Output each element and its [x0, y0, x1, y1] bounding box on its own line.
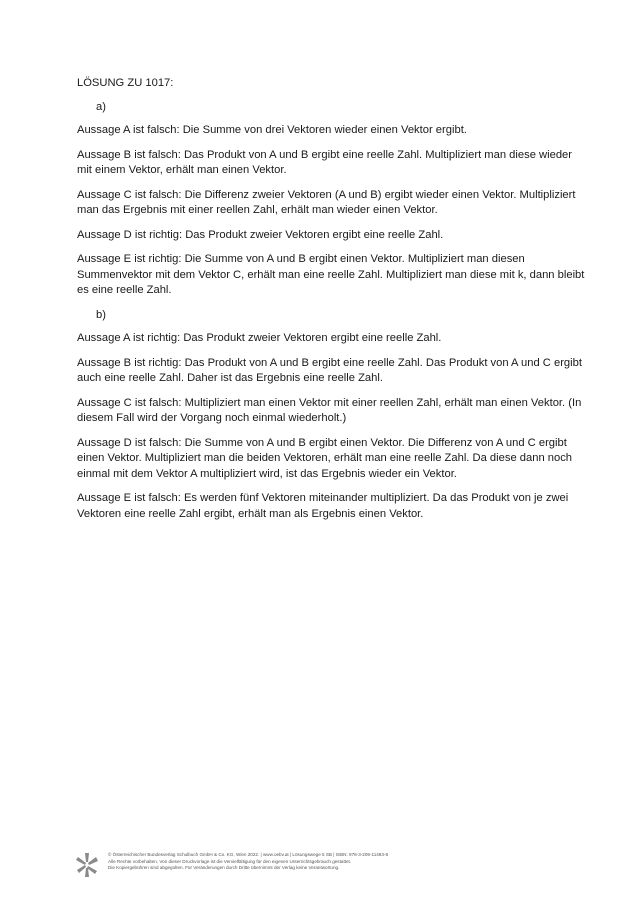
part-b-statement-d: Aussage D ist falsch: Die Summe von A und B ergibt einen Vektor. Die Differenz von A und C ergibt einen Vektor. Multipliziert man die beiden Vektoren, erhält man eine reelle Zahl. Da diese dann noch einmal mit dem Vektor A multipliziert wird, ist das Ergebnis wieder ein Vektor.	[77, 436, 573, 480]
solution-heading: LÖSUNG ZU 1017:	[77, 77, 174, 89]
part-a-statement-d: Aussage D ist richtig: Das Produkt zweier Vektoren ergibt eine reelle Zahl.	[77, 228, 444, 241]
footer-line-1: © Österreichischer Bundesverlag Schulbuch GmbH & Co. KG, Wien 2022. | www.oebv.at | Lösungswege 5 SB | ISBN: 978-3-209-11493-8	[108, 852, 389, 857]
part-b-statement-a: Aussage A ist richtig: Das Produkt zweier Vektoren ergibt eine reelle Zahl.	[77, 332, 442, 344]
page-footer	[76, 852, 596, 882]
part-b-label: b)	[96, 308, 106, 321]
solution-content	[77, 76, 589, 531]
part-a-statement-c: Aussage C ist falsch: Die Differenz zweier Vektoren (A und B) ergibt wieder einen Vektor. Multipliziert man das Ergebnis mit einer reellen Zahl, erhält man wieder einen Vektor.	[77, 188, 576, 216]
part-a-statement-a: Aussage A ist falsch: Die Summe von drei Vektoren wieder einen Vektor ergibt.	[77, 124, 467, 136]
publisher-logo-icon	[76, 853, 98, 877]
part-b-statement-e: Aussage E ist falsch: Es werden fünf Vektoren miteinander multipliziert. Da das Produkt von je zwei Vektoren eine reelle Zahl ergibt, erhält man als Ergebnis einen Vektor.	[77, 492, 569, 520]
part-a-statement-b: Aussage B ist falsch: Das Produkt von A und B ergibt eine reelle Zahl. Multipliziert man diese wieder mit einem Vektor, erhält man einen Vektor.	[77, 148, 572, 176]
part-b-statement-c: Aussage C ist falsch: Multipliziert man einen Vektor mit einer reellen Zahl, erhält man einen Vektor. (In diesem Fall wird der Vorgang noch einmal wiederholt.)	[77, 396, 582, 424]
part-b-statement-b: Aussage B ist richtig: Das Produkt von A und B ergibt eine reelle Zahl. Das Produkt von A und C ergibt auch eine reelle Zahl. Daher ist das Ergebnis eine reelle Zahl.	[77, 356, 582, 384]
footer-line-2: Alle Rechte vorbehalten. Von dieser Druckvorlage ist die Vervielfältigung für den eigenen Unterrichtsgebrauch gestattet.	[108, 858, 352, 864]
part-a-label: a)	[96, 100, 106, 113]
footer-line-3: Die Kopiergebühren sind abgegolten. Für Veränderungen durch Dritte übernimmt der Verlag keine Verantwortung.	[108, 865, 340, 871]
copyright-notice	[108, 852, 588, 872]
part-a-statement-e: Aussage E ist richtig: Die Summe von A und B ergibt einen Vektor. Multipliziert man diesen Summenvektor mit dem Vektor C, erhält man eine reelle Zahl. Multipliziert man diese mit k, dann bleibt es eine reelle Zahl.	[77, 253, 585, 296]
